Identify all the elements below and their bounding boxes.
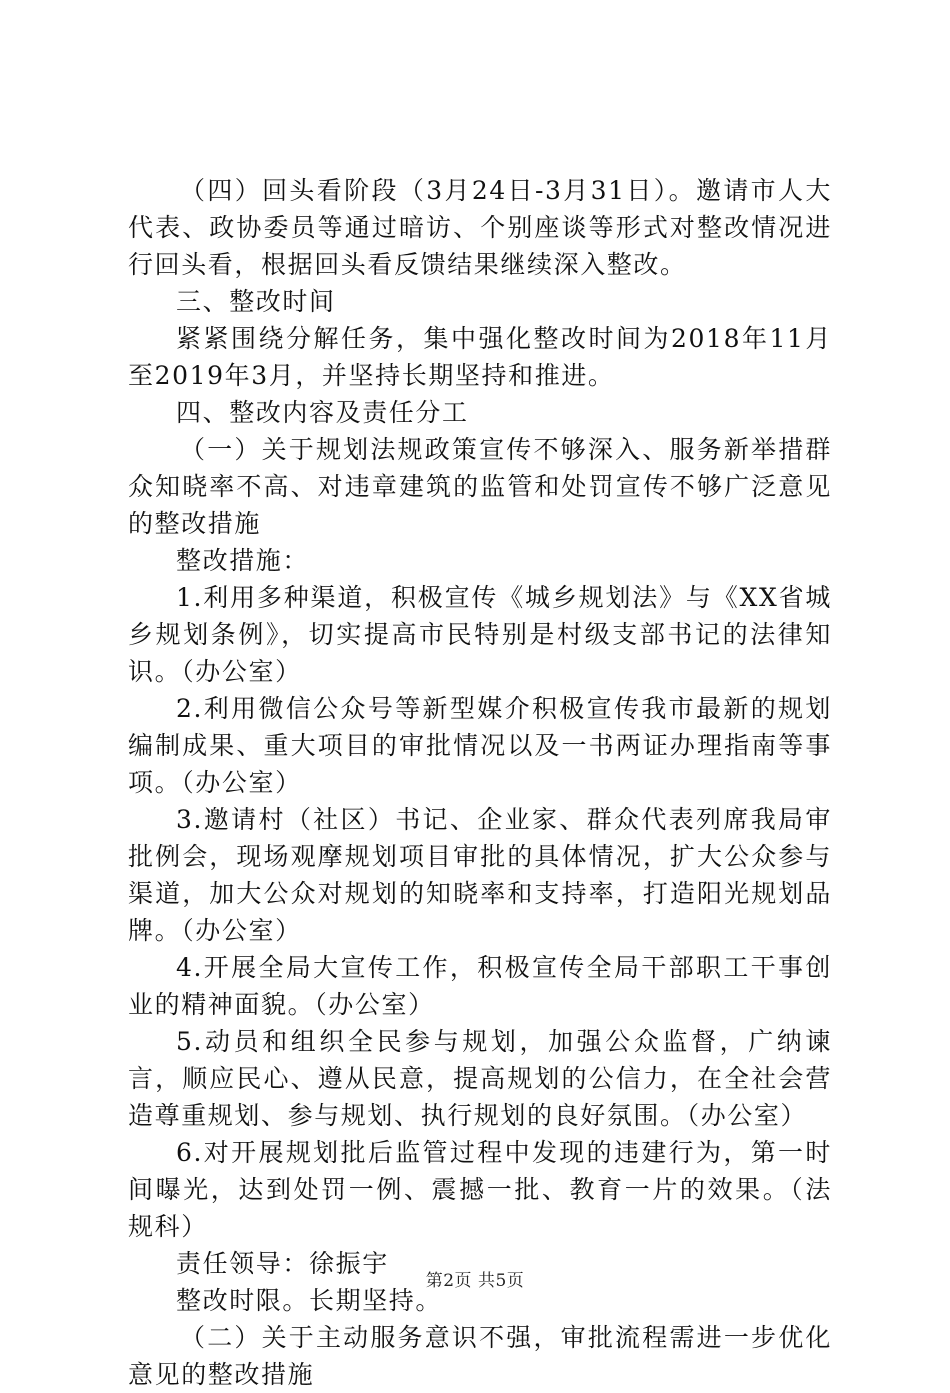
measure-item-1: 1.利用多种渠道，积极宣传《城乡规划法》与《XX省城乡规划条例》，切实提高市民特别是村级支部书记的法律知识。（办公室） xyxy=(128,583,832,686)
measure-item-3: 3.邀请村（社区）书记、企业家、群众代表列席我局审批例会，现场观摩规划项目审批的具体情况，扩大公众参与渠道，加大公众对规划的知晓率和支持率，打造阳光规划品牌。（办公室） xyxy=(128,805,832,945)
measure-item-4: 4.开展全局大宣传工作，积极宣传全局干部职工干事创业的精神面貌。（办公室） xyxy=(128,953,832,1019)
paragraph-rectification-period: 紧紧围绕分解任务，集中强化整改时间为2018年11月至2019年3月，并坚持长期坚持和推进。 xyxy=(128,324,832,390)
paragraph-review-stage: （四）回头看阶段（3月24日-3月31日）。邀请市人大代表、政协委员等通过暗访、个别座谈等形式对整改情况进行回头看，根据回头看反馈结果继续深入整改。 xyxy=(128,176,832,279)
page-footer: 第2页 共5页 xyxy=(425,1271,525,1291)
responsible-leader: 责任领导：徐振宇 xyxy=(176,1249,389,1278)
rectification-deadline: 整改时限。长期坚持。 xyxy=(176,1286,443,1315)
heading-content-responsibility: 四、整改内容及责任分工 xyxy=(176,398,469,427)
measure-item-2: 2.利用微信公众号等新型媒介积极宣传我市最新的规划编制成果、重大项目的审批情况以及一书两证办理指南等事项。（办公室） xyxy=(128,694,832,797)
paragraph-item-one-title: （一）关于规划法规政策宣传不够深入、服务新举措群众知晓率不高、对违章建筑的监管和处罚宣传不够广泛意见的整改措施 xyxy=(128,435,832,538)
label-measures: 整改措施： xyxy=(176,546,310,575)
measure-item-5: 5.动员和组织全民参与规划，加强公众监督，广纳谏言，顺应民心、遵从民意，提高规划的公信力，在全社会营造尊重规划、参与规划、执行规划的良好氛围。（办公室） xyxy=(128,1027,832,1130)
paragraph-item-two-title: （二）关于主动服务意识不强，审批流程需进一步优化意见的整改措施 xyxy=(128,1323,832,1389)
measure-item-6: 6.对开展规划批后监管过程中发现的违建行为，第一时间曝光，达到处罚一例、震撼一批、教育一片的效果。（法规科） xyxy=(128,1138,832,1241)
heading-rectification-time: 三、整改时间 xyxy=(176,287,336,316)
document-body xyxy=(128,172,832,1393)
